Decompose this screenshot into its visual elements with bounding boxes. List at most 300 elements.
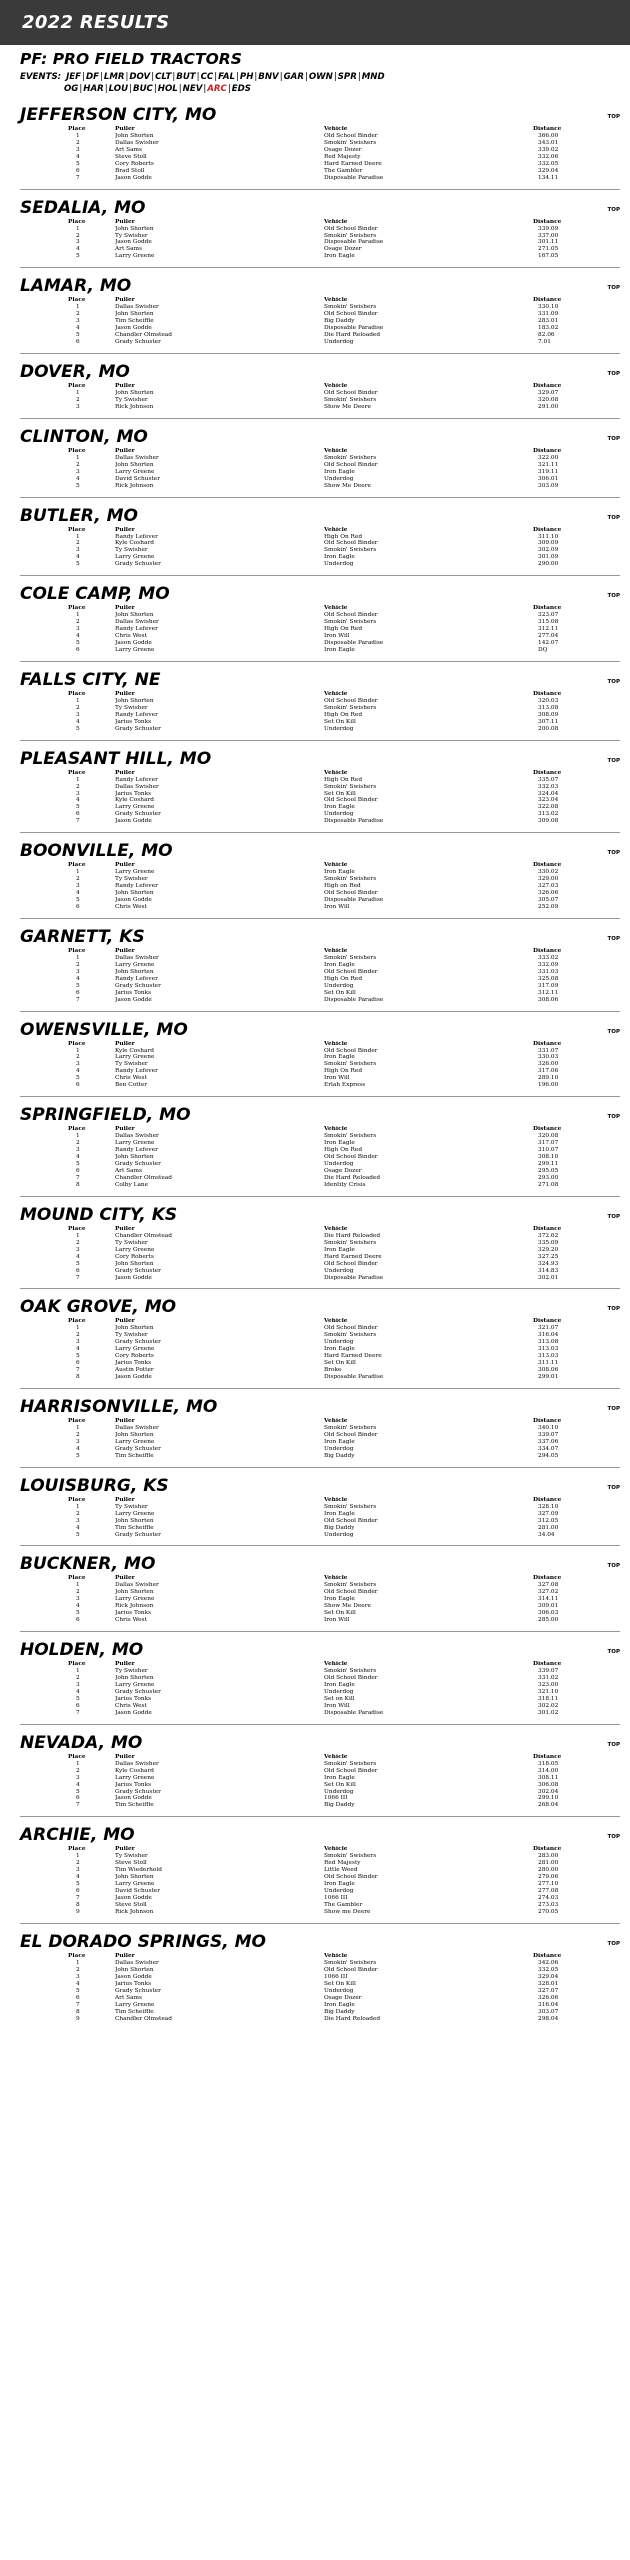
- cell-place: 1: [76, 304, 80, 311]
- table-header-row: [20, 527, 590, 534]
- cell-puller: Art Sams: [115, 1167, 143, 1174]
- results-table: [20, 383, 590, 411]
- event-link-buc[interactable]: BUC: [133, 83, 153, 94]
- cell-distance: 327.03: [538, 883, 559, 890]
- event-link-lou[interactable]: LOU: [108, 83, 129, 94]
- top-link[interactable]: TOP: [607, 757, 620, 764]
- cell-place: 4: [76, 1154, 80, 1161]
- top-link[interactable]: TOP: [607, 514, 620, 521]
- table-row: [20, 304, 590, 311]
- cell-vehicle: Underdog: [324, 339, 354, 346]
- cell-place: 2: [76, 540, 80, 547]
- cell-vehicle: Smokin' Swishers: [324, 704, 377, 711]
- cell-vehicle: Old School Binder: [324, 311, 378, 318]
- cell-place: 4: [76, 1874, 80, 1881]
- cell-vehicle: Show Me Deere: [324, 482, 371, 489]
- cell-distance: 313.02: [538, 811, 559, 818]
- table-row: [20, 332, 590, 339]
- event-title: OWENSVILLE, MO: [20, 1019, 188, 1040]
- events-nav-separator: |: [153, 83, 157, 94]
- table-header-row: [20, 1497, 590, 1504]
- cell-vehicle: High On Red: [324, 533, 363, 540]
- cell-puller: Art Sams: [115, 246, 143, 253]
- cell-distance: 339.09: [538, 225, 559, 232]
- event-title: BOONVILLE, MO: [20, 841, 173, 862]
- cell-place: 1: [76, 1047, 80, 1054]
- results-table: [20, 448, 590, 490]
- table-row: [20, 640, 590, 647]
- table-header-row: [20, 1754, 590, 1761]
- event-results: [20, 1825, 620, 1924]
- top-link[interactable]: TOP: [607, 935, 620, 942]
- table-row: [20, 462, 590, 469]
- event-results: [20, 841, 620, 919]
- cell-distance: 327.07: [538, 1987, 559, 1994]
- cell-puller: Dallas Swisher: [115, 139, 159, 146]
- cell-distance: 332.06: [538, 153, 559, 160]
- cell-vehicle: Old School Binder: [324, 1431, 378, 1438]
- cell-vehicle: Disposable Paradise: [324, 1274, 384, 1281]
- cell-distance: 280.00: [538, 1867, 559, 1874]
- cell-puller: Jason Godde: [115, 897, 152, 904]
- top-link[interactable]: TOP: [607, 435, 620, 442]
- cell-distance: 314.11: [538, 1596, 559, 1603]
- top-link[interactable]: TOP: [607, 206, 620, 213]
- cell-distance: 314.00: [538, 1767, 559, 1774]
- column-header-puller: Puller: [115, 1846, 135, 1853]
- cell-place: 6: [76, 989, 80, 996]
- cell-puller: Grady Schuster: [115, 725, 161, 732]
- cell-vehicle: Smokin' Swishers: [324, 139, 377, 146]
- table-row: [20, 897, 590, 904]
- cell-place: 1: [76, 1325, 80, 1332]
- cell-place: 3: [76, 883, 80, 890]
- top-link[interactable]: TOP: [607, 1940, 620, 1947]
- cell-puller: Chris West: [115, 904, 147, 910]
- table-header-row: [20, 862, 590, 869]
- cell-place: 8: [76, 1181, 80, 1188]
- cell-place: 5: [76, 1260, 80, 1267]
- cell-vehicle: Iron Eagle: [324, 869, 355, 876]
- cell-puller: Steve Stoll: [115, 1860, 147, 1867]
- table-header-row: [20, 448, 590, 455]
- column-header-place: Place: [68, 1952, 86, 1959]
- results-table: [20, 1575, 590, 1624]
- header-bar: [0, 0, 630, 45]
- cell-vehicle: Iron Eagle: [324, 1140, 355, 1147]
- column-header-puller: Puller: [115, 218, 135, 225]
- top-link[interactable]: TOP: [607, 371, 620, 378]
- cell-distance: 306.03: [538, 1610, 559, 1617]
- cell-distance: 340.10: [538, 1424, 559, 1431]
- cell-vehicle: Osage Dozer: [324, 1167, 362, 1174]
- cell-place: 2: [76, 1966, 80, 1973]
- event-link-dov[interactable]: DOV: [129, 72, 151, 82]
- event-header: [20, 1825, 620, 1845]
- cell-distance: 327.02: [538, 1589, 559, 1596]
- event-header: [20, 1554, 620, 1574]
- cell-vehicle: Old School Binder: [324, 225, 378, 232]
- event-header: [20, 1020, 620, 1040]
- cell-vehicle: Old School Binder: [324, 697, 378, 704]
- top-link[interactable]: TOP: [607, 1406, 620, 1413]
- cell-puller: Rick Johnson: [115, 1908, 154, 1915]
- event-header: [20, 276, 620, 296]
- cell-place: 6: [76, 904, 80, 910]
- cell-distance: 306.01: [538, 475, 559, 482]
- cell-puller: Larry Greene: [115, 1246, 155, 1253]
- cell-distance: 293.00: [538, 1174, 559, 1181]
- table-row: [20, 1610, 590, 1617]
- cell-puller: Dallas Swisher: [115, 619, 159, 626]
- cell-puller: John Shorten: [115, 1675, 154, 1682]
- event-link-hol[interactable]: HOL: [157, 83, 178, 94]
- event-header: [20, 1297, 620, 1317]
- cell-vehicle: Big Daddy: [324, 1452, 355, 1459]
- top-link[interactable]: TOP: [607, 114, 620, 120]
- cell-puller: Ty Swisher: [115, 232, 148, 239]
- cell-vehicle: Underdog: [324, 725, 354, 732]
- table-row: [20, 154, 590, 161]
- cell-place: 6: [76, 1082, 80, 1089]
- cell-place: 4: [76, 1445, 80, 1452]
- cell-puller: Larry Greene: [115, 961, 155, 968]
- event-title: EL DORADO SPRINGS, MO: [20, 1931, 266, 1952]
- cell-vehicle: Underdog: [324, 1445, 354, 1452]
- event-header: [20, 427, 620, 447]
- event-link-nev[interactable]: NEV: [182, 83, 203, 94]
- cell-place: 1: [76, 533, 80, 540]
- cell-distance: 326.06: [538, 1994, 559, 2001]
- event-link-lmr[interactable]: LMR: [103, 72, 125, 82]
- cell-distance: 277.08: [538, 1888, 559, 1895]
- table-row: [20, 1895, 590, 1902]
- cell-distance: 281.00: [538, 1524, 559, 1531]
- event-link-spr[interactable]: SPR: [337, 72, 357, 82]
- event-link-cc[interactable]: CC: [200, 72, 214, 82]
- cell-puller: Jarius Tonks: [115, 1781, 152, 1788]
- cell-distance: 318.05: [538, 1760, 559, 1767]
- cell-vehicle: Set On Kill: [324, 1980, 356, 1987]
- event-results: [20, 1932, 620, 2030]
- cell-puller: Jason Godde: [115, 640, 152, 647]
- cell-puller: Austin Potter: [115, 1367, 154, 1374]
- cell-place: 1: [76, 612, 80, 619]
- events-nav-separator: |: [151, 72, 155, 82]
- cell-vehicle: Iron Eagle: [324, 253, 355, 260]
- column-header-vehicle: Vehicle: [324, 1575, 348, 1582]
- cell-distance: 321.11: [538, 461, 559, 468]
- table-row: [20, 1596, 590, 1603]
- cell-vehicle: 1066 III: [324, 1973, 348, 1980]
- cell-place: 1: [76, 1760, 80, 1767]
- table-row: [20, 1147, 590, 1154]
- cell-vehicle: Old School Binder: [324, 968, 378, 975]
- cell-puller: John Shorten: [115, 132, 154, 139]
- top-link[interactable]: TOP: [607, 1028, 620, 1035]
- cell-place: 7: [76, 174, 80, 181]
- table-row: [20, 1140, 590, 1147]
- cell-distance: 330.10: [538, 304, 559, 311]
- cell-puller: Steve Stoll: [115, 153, 147, 160]
- cell-vehicle: Iron Eagle: [324, 1682, 355, 1688]
- event-link-jef[interactable]: JEF: [66, 72, 82, 82]
- event-header: [20, 670, 620, 690]
- cell-vehicle: Disposable Paradise: [324, 174, 384, 181]
- cell-puller: Larry Greene: [115, 554, 155, 561]
- event-link-bnv[interactable]: BNV: [258, 72, 279, 82]
- cell-place: 4: [76, 1781, 80, 1788]
- event-link-og[interactable]: OG: [64, 83, 79, 94]
- column-header-place: Place: [68, 447, 86, 454]
- table-header-row: [20, 691, 590, 698]
- cell-vehicle: Smokin' Swishers: [324, 1959, 377, 1966]
- table-row: [20, 1182, 590, 1189]
- cell-place: 4: [76, 797, 80, 804]
- table-row: [20, 339, 590, 346]
- column-header-distance: Distance: [533, 1753, 562, 1760]
- table-row: [20, 1068, 590, 1075]
- cell-vehicle: Smokin' Swishers: [324, 1582, 377, 1589]
- cell-distance: 294.05: [538, 1452, 559, 1459]
- table-row: [20, 390, 590, 397]
- table-row: [20, 883, 590, 890]
- event-link-mnd[interactable]: MND: [361, 72, 385, 82]
- column-header-puller: Puller: [115, 297, 135, 304]
- cell-place: 5: [76, 561, 80, 568]
- table-header-row: [20, 1846, 590, 1853]
- cell-puller: Kyle Coshard: [115, 1767, 154, 1774]
- cell-distance: 314.83: [538, 1267, 559, 1274]
- events-nav-separator: |: [178, 83, 182, 94]
- cell-place: 5: [76, 1075, 80, 1082]
- table-row: [20, 1367, 590, 1374]
- event-title: NEVADA, MO: [20, 1732, 143, 1753]
- cell-puller: Grady Schuster: [115, 561, 161, 568]
- column-header-distance: Distance: [533, 218, 562, 225]
- results-table: [20, 862, 590, 911]
- cell-distance: 332.09: [538, 961, 559, 968]
- cell-place: 2: [76, 1675, 80, 1682]
- events-nav-separator: |: [333, 72, 337, 82]
- cell-puller: Jason Godde: [115, 1895, 152, 1902]
- table-header-row: [20, 948, 590, 955]
- top-link[interactable]: TOP: [607, 593, 620, 600]
- event-link-har[interactable]: HAR: [83, 83, 104, 94]
- cell-distance: 317.07: [538, 1140, 559, 1147]
- results-table: [20, 527, 590, 569]
- cell-place: 3: [76, 1774, 80, 1781]
- cell-place: 3: [76, 1517, 80, 1524]
- cell-puller: Chandler Olmstead: [115, 1174, 172, 1181]
- column-header-place: Place: [68, 862, 86, 869]
- cell-puller: Ty Swisher: [115, 704, 148, 711]
- event-link-gar[interactable]: GAR: [283, 72, 304, 82]
- column-header-vehicle: Vehicle: [324, 1753, 348, 1760]
- table-row: [20, 318, 590, 325]
- event-title: GARNETT, KS: [20, 926, 145, 947]
- table-row: [20, 1275, 590, 1282]
- cell-distance: 335.07: [538, 776, 559, 783]
- cell-vehicle: Iron Eagle: [324, 961, 355, 968]
- cell-puller: Grady Schuster: [115, 339, 161, 346]
- cell-puller: Randy Lefever: [115, 776, 158, 783]
- cell-puller: Larry Greene: [115, 1881, 155, 1888]
- cell-place: 4: [76, 633, 80, 640]
- cell-vehicle: Iron Eagle: [324, 1774, 355, 1781]
- cell-puller: John Shorten: [115, 225, 154, 232]
- cell-distance: 312.05: [538, 1517, 559, 1524]
- events-nav-separator: |: [357, 72, 361, 82]
- cell-puller: Larry Greene: [115, 1054, 155, 1061]
- cell-place: 5: [76, 1881, 80, 1888]
- event-link-but[interactable]: BUT: [176, 72, 196, 82]
- results-table: [20, 948, 590, 1004]
- top-link[interactable]: TOP: [607, 1114, 620, 1121]
- table-row: [20, 990, 590, 997]
- cell-distance: 329.04: [538, 1973, 559, 1980]
- cell-vehicle: Smokin' Swishers: [324, 1239, 377, 1246]
- cell-distance: 309.08: [538, 818, 559, 825]
- table-row: [20, 712, 590, 719]
- table-row: [20, 226, 590, 233]
- event-results: [20, 1554, 620, 1632]
- cell-puller: Dallas Swisher: [115, 454, 159, 461]
- column-header-puller: Puller: [115, 605, 135, 612]
- cell-distance: 313.08: [538, 1339, 559, 1346]
- table-row: [20, 1061, 590, 1068]
- events-nav-separator: |: [104, 83, 108, 94]
- cell-vehicle: Smokin' Swishers: [324, 1853, 377, 1860]
- event-title: OAK GROVE, MO: [20, 1297, 177, 1318]
- table-row: [20, 619, 590, 626]
- cell-vehicle: Smokin' Swishers: [324, 396, 377, 403]
- event-header: [20, 841, 620, 861]
- cell-distance: 320.08: [538, 1133, 559, 1140]
- cell-place: 1: [76, 132, 80, 139]
- top-link[interactable]: TOP: [607, 1484, 620, 1491]
- cell-vehicle: Old School Binder: [324, 540, 378, 547]
- cell-distance: 302.01: [538, 1274, 559, 1281]
- event-link-own[interactable]: OWN: [308, 72, 333, 82]
- column-header-puller: Puller: [115, 1418, 135, 1425]
- table-row: [20, 311, 590, 318]
- cell-vehicle: Underdog: [324, 561, 354, 568]
- column-header-place: Place: [68, 1753, 86, 1760]
- cell-distance: 339.07: [538, 1668, 559, 1675]
- cell-vehicle: Hard Earned Deere: [324, 1253, 382, 1260]
- table-row: [20, 698, 590, 705]
- event-link-ph[interactable]: PH: [239, 72, 254, 82]
- event-results: [20, 1640, 620, 1725]
- cell-place: 2: [76, 139, 80, 146]
- event-link-fal[interactable]: FAL: [218, 72, 235, 82]
- cell-puller: John Shorten: [115, 311, 154, 318]
- cell-puller: Ty Swisher: [115, 1668, 148, 1675]
- results-table: [20, 1126, 590, 1189]
- event-results: [20, 427, 620, 498]
- table-row: [20, 133, 590, 140]
- cell-vehicle: Hard Earned Deere: [324, 160, 382, 167]
- event-results: [20, 506, 620, 577]
- cell-vehicle: Underdog: [324, 1531, 354, 1538]
- column-header-vehicle: Vehicle: [324, 690, 348, 697]
- cell-puller: Jason Godde: [115, 1374, 152, 1381]
- table-row: [20, 1268, 590, 1275]
- cell-distance: 327.08: [538, 1582, 559, 1589]
- event-link-eds[interactable]: EDS: [231, 83, 251, 94]
- top-link[interactable]: TOP: [607, 1306, 620, 1313]
- cell-puller: John Shorten: [115, 890, 154, 897]
- cell-distance: 289.10: [538, 1075, 559, 1082]
- table-row: [20, 1761, 590, 1768]
- cell-vehicle: High on Red: [324, 883, 361, 890]
- event-link-df[interactable]: DF: [85, 72, 99, 82]
- top-link[interactable]: TOP: [607, 1213, 620, 1220]
- cell-puller: Dallas Swisher: [115, 1760, 159, 1767]
- event-title: LAMAR, MO: [20, 276, 132, 297]
- table-row: [20, 1346, 590, 1353]
- table-row: [20, 1446, 590, 1453]
- event-link-clt[interactable]: CLT: [155, 72, 172, 82]
- top-link[interactable]: TOP: [607, 1741, 620, 1748]
- cell-distance: 320.08: [538, 396, 559, 403]
- cell-place: 4: [76, 475, 80, 482]
- cell-vehicle: Iron Eagle: [324, 1881, 355, 1888]
- cell-distance: 317.06: [538, 1068, 559, 1075]
- cell-distance: 309.09: [538, 540, 559, 547]
- cell-distance: 313.03: [538, 1346, 559, 1353]
- top-link[interactable]: TOP: [607, 285, 620, 292]
- cell-place: 1: [76, 1582, 80, 1589]
- top-link[interactable]: TOP: [607, 1563, 620, 1570]
- cell-vehicle: Smokin' Swishers: [324, 547, 377, 554]
- column-header-puller: Puller: [115, 1661, 135, 1668]
- top-link[interactable]: TOP: [607, 1834, 620, 1841]
- cell-puller: Ty Swisher: [115, 1061, 148, 1068]
- table-row: [20, 1439, 590, 1446]
- cell-vehicle: 1066 III: [324, 1895, 348, 1902]
- cell-vehicle: Osage Dozer: [324, 246, 362, 253]
- table-header-row: [20, 126, 590, 133]
- cell-distance: 326.00: [538, 1061, 559, 1068]
- table-row: [20, 969, 590, 976]
- top-link[interactable]: TOP: [607, 678, 620, 685]
- cell-distance: 318.11: [538, 1695, 559, 1702]
- top-link[interactable]: TOP: [607, 850, 620, 857]
- top-link[interactable]: TOP: [607, 1649, 620, 1656]
- column-header-vehicle: Vehicle: [324, 862, 348, 869]
- table-row: [20, 1603, 590, 1610]
- table-row: [20, 811, 590, 818]
- cell-vehicle: Set On Kill: [324, 718, 356, 725]
- table-row: [20, 2009, 590, 2016]
- cell-distance: 183.02: [538, 325, 559, 332]
- cell-puller: Jarius Tonks: [115, 1695, 152, 1702]
- event-link-arc[interactable]: ARC: [207, 83, 227, 94]
- cell-distance: 323.04: [538, 797, 559, 804]
- cell-place: 5: [76, 332, 80, 339]
- cell-place: 1: [76, 1133, 80, 1140]
- cell-place: 2: [76, 1589, 80, 1596]
- cell-vehicle: Old School Binder: [324, 389, 378, 396]
- event-header: [20, 1476, 620, 1496]
- table-row: [20, 547, 590, 554]
- table-row: [20, 1881, 590, 1888]
- column-header-distance: Distance: [533, 1846, 562, 1853]
- cell-puller: John Shorten: [115, 1589, 154, 1596]
- cell-place: 3: [76, 1339, 80, 1346]
